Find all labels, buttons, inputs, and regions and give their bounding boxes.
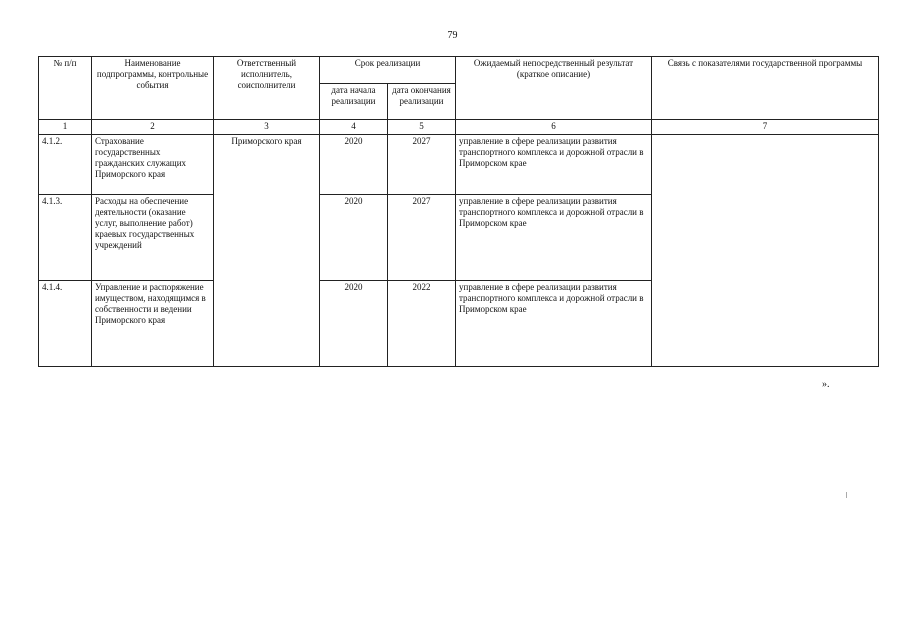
row-name: Расходы на обеспечение деятельности (оказание услуг, выполнение работ) краевых государственных учреждений [92,195,214,281]
row-end-date: 2027 [388,135,456,195]
row-end-date: 2027 [388,195,456,281]
header-term: Срок реализации [320,57,456,84]
row-number: 4.1.2. [39,135,92,195]
row-start-date: 2020 [320,281,388,367]
closing-quote-mark: ». [822,379,830,390]
column-number: 4 [320,120,388,135]
column-number: 6 [456,120,652,135]
header-result: Ожидаемый непосредственный результат (краткое описание) [456,57,652,120]
header-end-date: дата окончания реализации [388,84,456,120]
column-number: 2 [92,120,214,135]
row-result: управление в сфере реализации развития транспортного комплекса и дорожной отрасли в Приморском крае [456,281,652,367]
row-end-date: 2022 [388,281,456,367]
column-number: 1 [39,120,92,135]
column-number: 7 [652,120,879,135]
row-start-date: 2020 [320,195,388,281]
header-start-date: дата начала реализации [320,84,388,120]
column-number: 5 [388,120,456,135]
responsible-executor: Приморского края [214,135,320,367]
row-number: 4.1.4. [39,281,92,367]
header-name: Наименование подпрограммы, контрольные события [92,57,214,120]
implementation-plan-table [38,56,879,367]
row-result: управление в сфере реализации развития транспортного комплекса и дорожной отрасли в Приморском крае [456,195,652,281]
row-number: 4.1.3. [39,195,92,281]
margin-mark [846,492,847,498]
column-number: 3 [214,120,320,135]
row-start-date: 2020 [320,135,388,195]
row-result: управление в сфере реализации развития транспортного комплекса и дорожной отрасли в Приморском крае [456,135,652,195]
page-number: 79 [447,30,458,41]
table-row [39,135,879,195]
row-name: Управление и распоряжение имуществом, находящимся в собственности и ведении Приморского края [92,281,214,367]
program-link [652,135,879,367]
header-link: Связь с показателями государственной программы [652,57,879,120]
column-numbers-row [39,120,879,135]
header-number: № п/п [39,57,92,120]
header-responsible: Ответственный исполнитель, соисполнители [214,57,320,120]
row-name: Страхование государственных гражданских служащих Приморского края [92,135,214,195]
